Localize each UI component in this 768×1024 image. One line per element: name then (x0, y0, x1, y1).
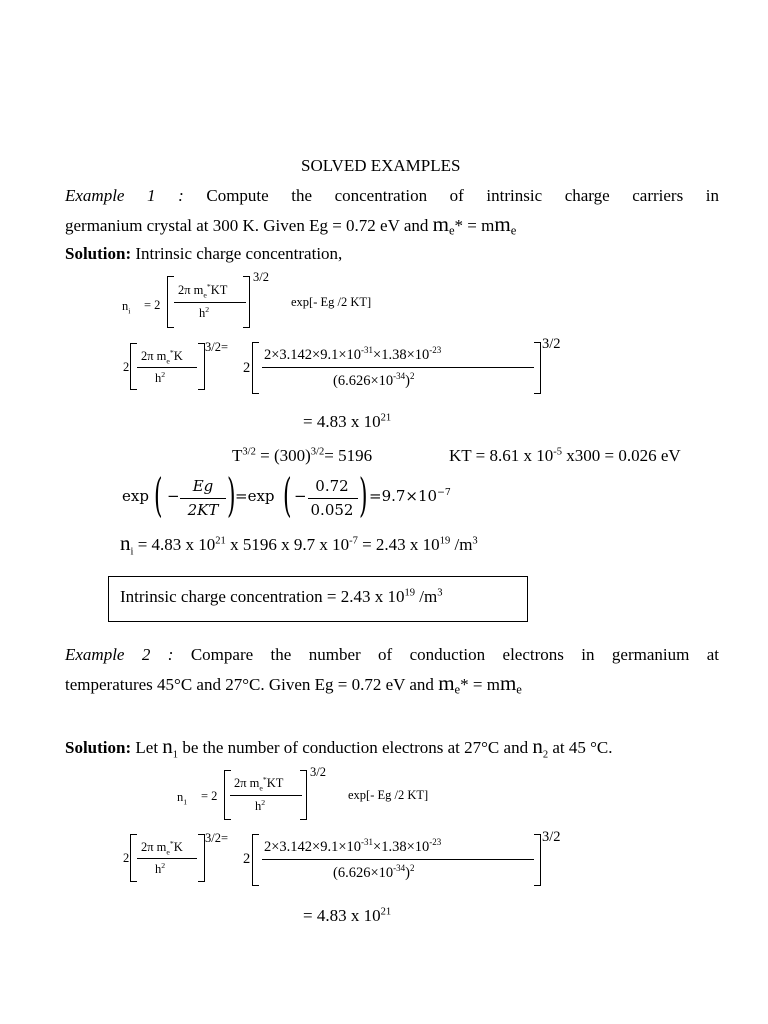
example2-line2: temperatures 45°C and 27°C. Given Eg = 0.72 eV and me* = mme (65, 671, 522, 697)
sub1-big-den: $(6.626\times 10^{-34})^2$ (333, 371, 415, 389)
heading-text: SOLVED EXAMPLES (301, 156, 461, 175)
result-box-text: Intrinsic charge concentration = 2.43 x $10^{19}$ $/m^3$ (120, 587, 443, 606)
sub1-num: 2π $m_e^*K$ (141, 347, 183, 366)
example2-label: Example 2 : (65, 645, 174, 664)
example1-line2: germanium crystal at 300 K. Given Eg = 0.72 eV and me* = mme (65, 212, 517, 238)
solution1-text: Intrinsic charge concentration, (135, 244, 343, 263)
t-power-line: $T^{3/2} = (300)^{3/2}= 5196$ (232, 446, 373, 465)
example1-me: me (432, 212, 455, 238)
example1-line1 (65, 184, 719, 208)
example2-text1: Compare the number of conduction electrons in germanium at (190, 645, 720, 664)
ni-result-line: $n_i = 4.83$ x $10^{21}$ x 5196 x 9.7 x $10^{-7} = 2.43$ x $10^{19}$ $/m^3$ (120, 531, 478, 558)
result-2: = 4.83 x $10^{21}$ (303, 906, 392, 925)
example2-line1 (65, 643, 719, 667)
formula-ni-num: 2π $m_e^*KT$ (178, 281, 228, 300)
page-heading (301, 154, 460, 178)
formula-ni-exp: exp[- Eg /2 KT] (291, 295, 372, 309)
example1-text2: germanium crystal at 300 K. Given Eg = 0.72 eV and (65, 216, 429, 235)
solution2-line: Solution: Let $n_1$ be the number of conduction electrons at 27°C and $n_2$ at 45 °C. (65, 734, 613, 761)
solution1-label: Solution: (65, 244, 132, 263)
solution2-label: Solution: (65, 738, 132, 757)
example1-text1: Compute the concentration of intrinsic charge carriers in (206, 186, 719, 205)
formula-ni-den: $h^2$ (199, 304, 210, 320)
result-1: = 4.83 x $10^{21}$ (303, 412, 392, 431)
formula-ni-eq: = 2 (144, 298, 161, 312)
example2-text2: temperatures 45°C and 27°C. Given Eg = 0.72 eV and (65, 675, 434, 694)
kt-line: KT = 8.61 x $10^{-5}$ x300 = 0.026 eV (449, 446, 681, 465)
formula-ni-power: 3/2 (253, 270, 269, 284)
solution1-line (65, 242, 342, 266)
example1-label: Example 1 : (65, 186, 184, 205)
sub1-big-num: $2\times 3.142\times 9.1\times 10^{-31}\times 1.38\times 10^{-23}$ (264, 345, 442, 363)
formula-ni-lhs: $n_i$ (122, 299, 131, 316)
